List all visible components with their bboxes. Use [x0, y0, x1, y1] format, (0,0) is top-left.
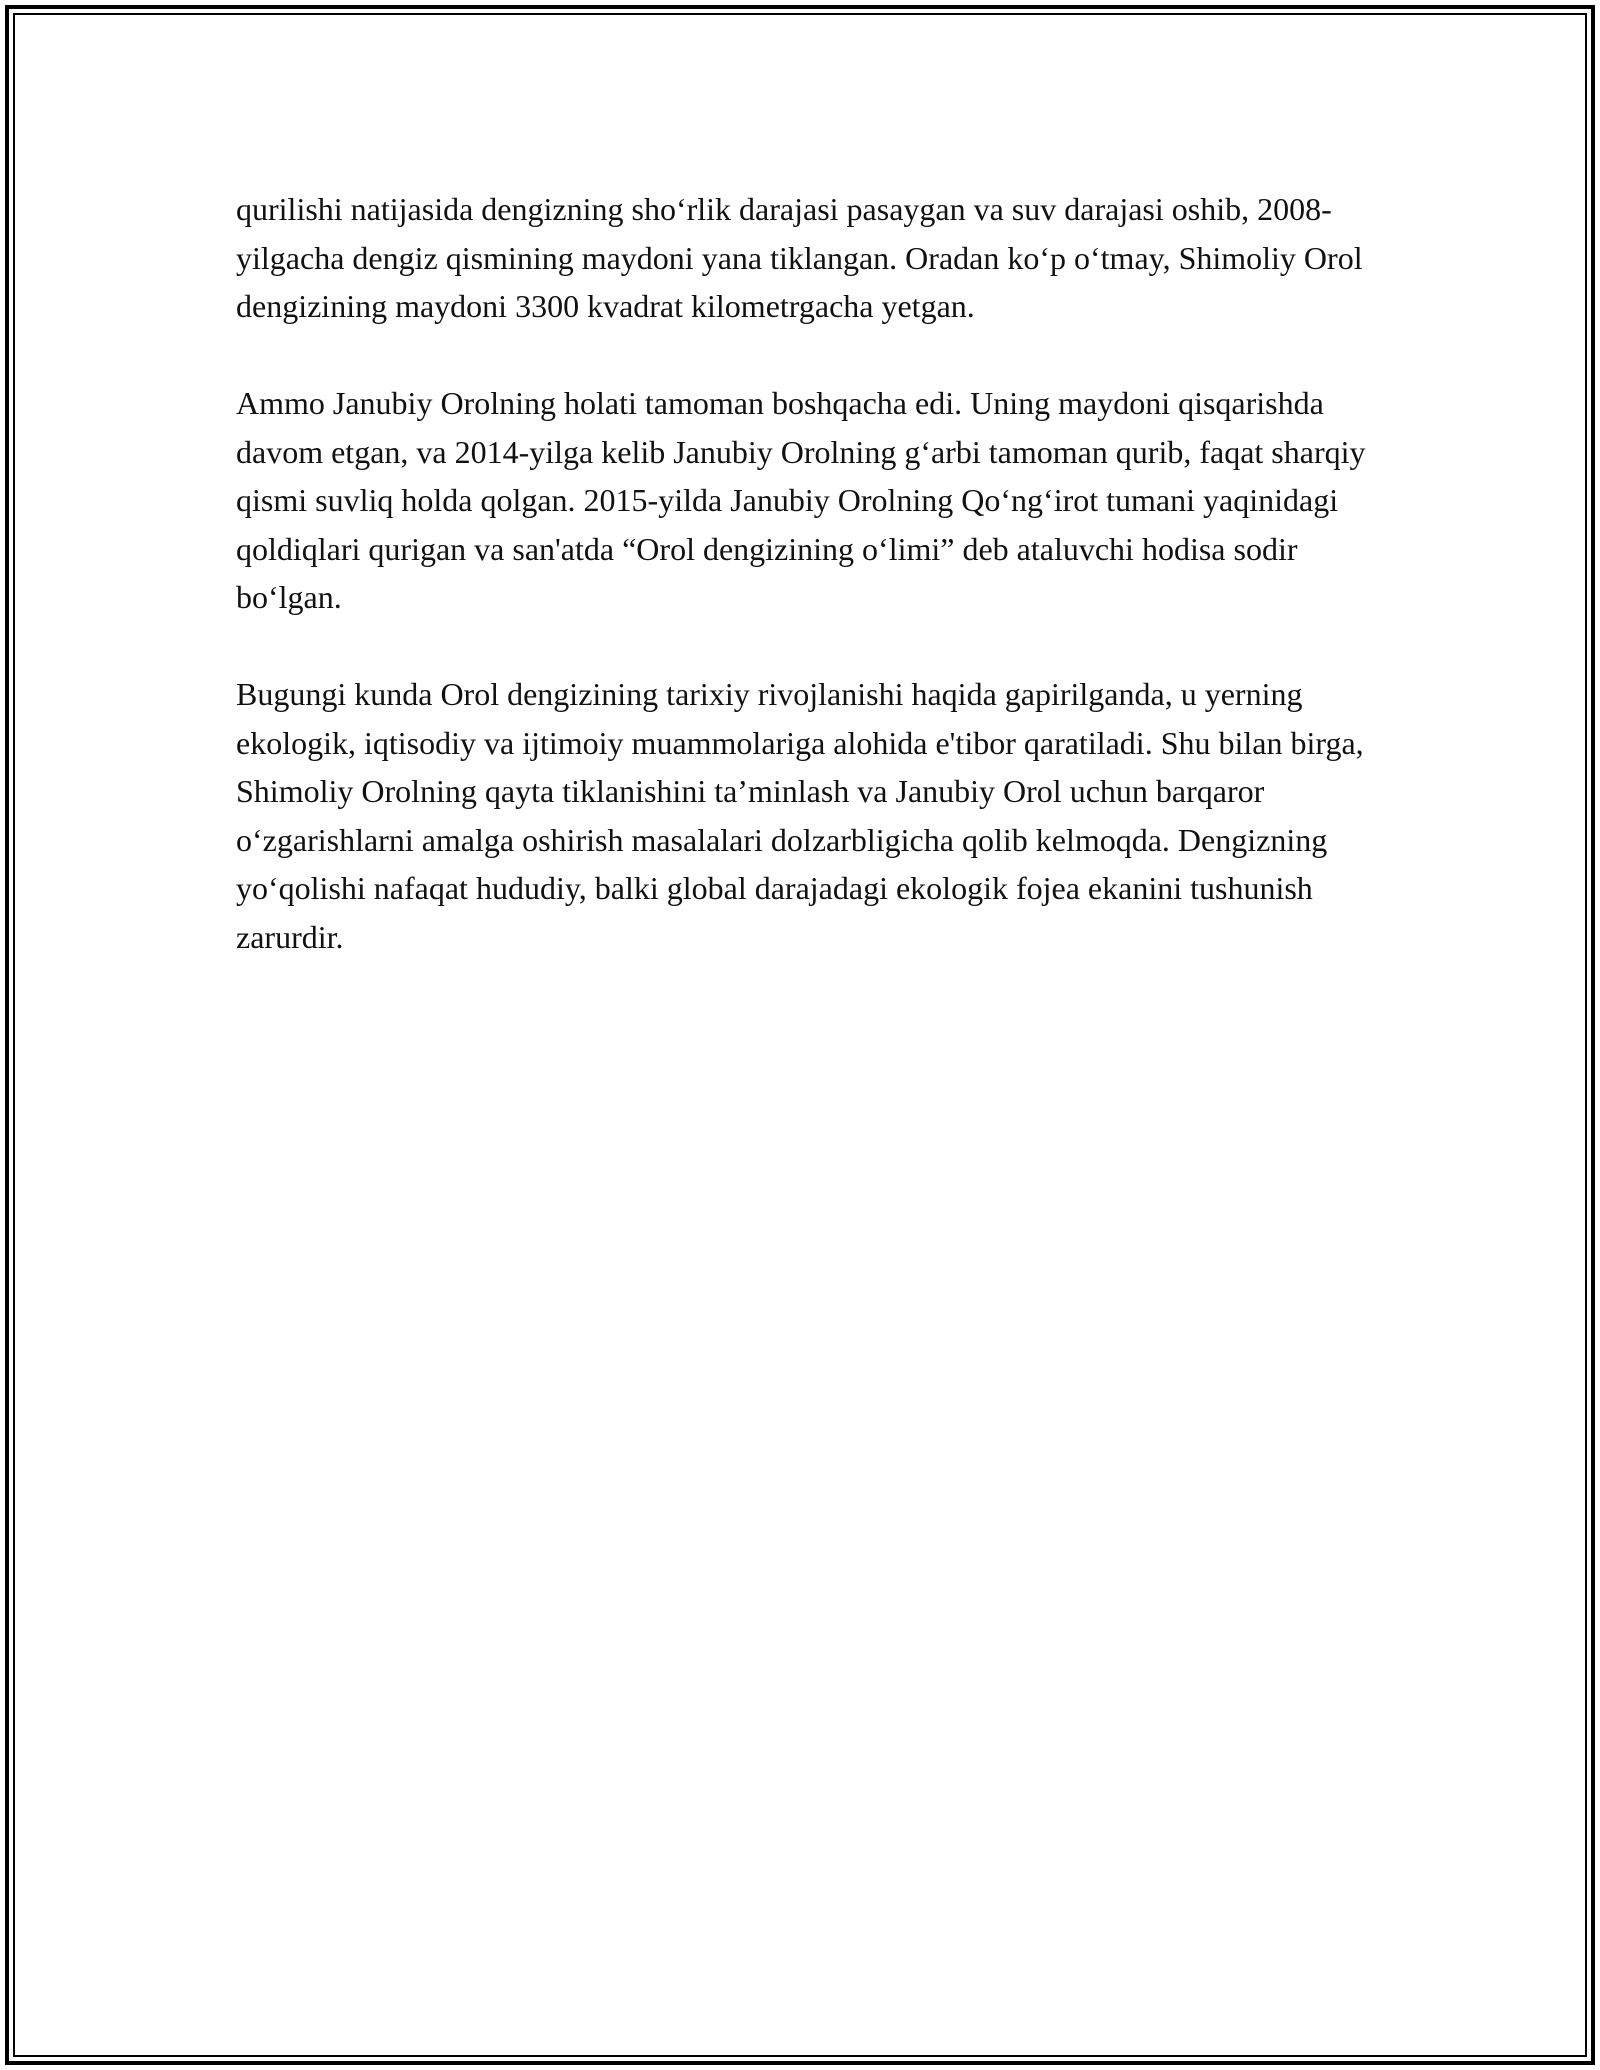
paragraph-1: qurilishi natijasida dengizning sho‘rlik darajasi pasaygan va suv darajasi oshib, 2008-yilgacha dengiz qismining maydoni yana tiklangan. Oradan ko‘p o‘tmay, Shimoliy Orol dengizining maydoni 3300 kvadrat kilometrgacha yetgan.: [236, 191, 1363, 324]
paragraph-3: Bugungi kunda Orol dengizining tarixiy rivojlanishi haqida gapirilganda, u yerning ekologik, iqtisodiy va ijtimoiy muammolariga alohida e'tibor qaratiladi. Shu bilan birga, Shimoliy Orolning qayta tiklanishini ta’minlash va Janubiy Orol uchun barqaror o‘zgarishlarni amalga oshirish masalalari dolzarbligicha qolib kelmoqda. Dengizning yo‘qolishi nafaqat hududiy, balki global darajadagi ekologik fojea ekanini tushunish zarurdir.: [236, 676, 1364, 955]
document-body: [236, 185, 1376, 961]
paragraph-2: Ammo Janubiy Orolning holati tamoman boshqacha edi. Uning maydoni qisqarishda davom etgan, va 2014-yilga kelib Janubiy Orolning g‘arbi tamoman qurib, faqat sharqiy qismi suvliq holda qolgan. 2015-yilda Janubiy Orolning Qo‘ng‘irot tumani yaqinidagi qoldiqlari qurigan va san'atda “Orol dengizining o‘limi” deb ataluvchi hodisa sodir bo‘lgan.: [236, 385, 1366, 615]
